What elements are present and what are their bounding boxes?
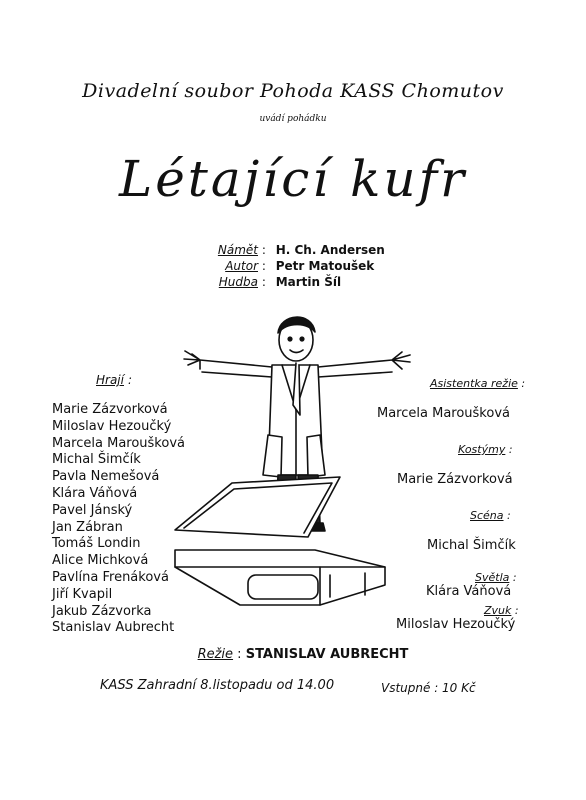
credit-value: Martin Šíl — [275, 275, 342, 289]
credit-row-story: Námět : H. Ch. Andersen — [160, 243, 480, 259]
lights-label: Světla : — [475, 571, 517, 584]
cast-member: Pavel Jánský — [52, 502, 133, 518]
cast-member: Miloslav Hezoučký — [52, 418, 172, 434]
assistant-director-label: Asistentka režie : — [430, 377, 526, 390]
lights-value: Klára Váňová — [426, 584, 512, 599]
credit-value: H. Ch. Andersen — [275, 243, 385, 257]
presents-line: uvádí pohádku — [259, 114, 327, 124]
cast-member: Jakub Zázvorka — [52, 603, 152, 619]
cast-member: Michal Šimčík — [52, 452, 141, 468]
credit-value: Petr Matoušek — [275, 259, 375, 273]
cast-list — [52, 402, 185, 637]
costumes-label: Kostýmy : — [458, 443, 513, 456]
director-label: Režie — [197, 647, 234, 662]
cast-member: Marcela Maroušková — [52, 435, 185, 451]
assistant-director-value: Marcela Maroušková — [377, 406, 510, 421]
play-title: Létající kufr — [119, 150, 467, 208]
cast-heading-colon: : — [128, 373, 133, 387]
cast-member: Pavlína Frenáková — [52, 569, 169, 585]
cast-member: Jiří Kvapil — [52, 586, 113, 602]
credit-label: Autor — [225, 259, 258, 273]
credit-row-music: Hudba : Martin Šíl — [160, 275, 480, 291]
credits-block — [160, 243, 480, 291]
cast-member: Tomáš Londin — [52, 536, 141, 552]
cast-member: Klára Váňová — [52, 485, 138, 501]
admission-price: Vstupné : 10 Kč — [381, 681, 476, 695]
cast-member: Stanislav Aubrecht — [52, 620, 175, 636]
stage-value: Michal Šimčík — [427, 538, 516, 553]
director-line: Režie : STANISLAV AUBRECHT — [197, 647, 409, 662]
cast-member: Marie Zázvorková — [52, 402, 168, 417]
cast-member: Jan Zábran — [52, 519, 123, 535]
credit-row-author: Autor : Petr Matoušek — [160, 259, 480, 275]
credit-label: Námět — [217, 243, 258, 257]
credit-label: Hudba — [218, 275, 258, 289]
venue-date: KASS Zahradní 8.listopadu od 14.00 — [100, 678, 335, 693]
costumes-value: Marie Zázvorková — [397, 472, 513, 487]
director-value: STANISLAV AUBRECHT — [245, 647, 409, 662]
cast-member: Pavla Nemešová — [52, 469, 160, 485]
sound-value: Miloslav Hezoučký — [396, 617, 516, 632]
boy-with-open-suitcase-drawing — [170, 305, 420, 620]
cast-member: Alice Michková — [52, 553, 149, 569]
cast-heading: Hrají — [96, 373, 124, 387]
sound-label: Zvuk : — [484, 604, 519, 617]
stage-label: Scéna : — [470, 509, 511, 522]
ensemble-name: Divadelní soubor Pohoda KASS Chomutov — [82, 80, 504, 102]
